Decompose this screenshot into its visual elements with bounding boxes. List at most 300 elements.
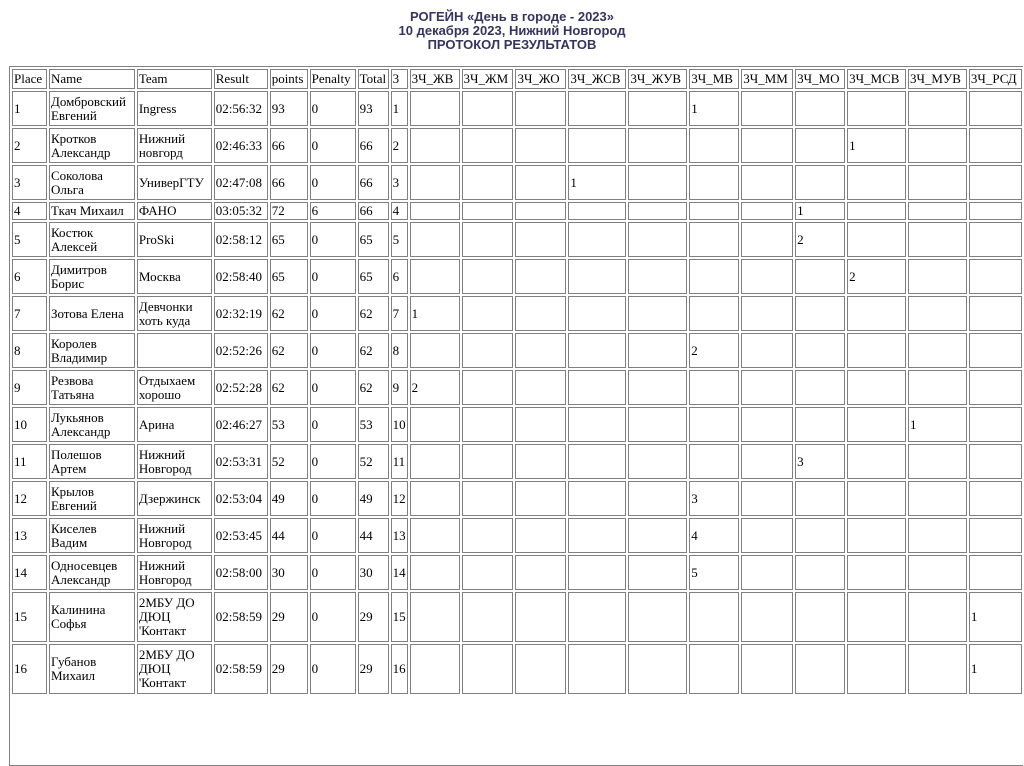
cell-place: 12	[12, 481, 47, 516]
cell-team: Нижний Новгород	[137, 518, 212, 553]
cell-zh-msv	[847, 444, 906, 479]
cell-zh-zhm	[462, 259, 514, 294]
col-header-zh-msv: 3Ч_МСВ	[847, 69, 906, 89]
cell-zh-mm	[741, 444, 793, 479]
cell-group-place: 14	[391, 555, 408, 590]
cell-zh-zhm	[462, 644, 514, 694]
table-row	[12, 333, 1022, 368]
cell-zh-muv	[908, 518, 967, 553]
cell-zh-zhm	[462, 407, 514, 442]
cell-zh-mo	[795, 91, 845, 126]
cell-result: 02:58:00	[214, 555, 268, 590]
table-row	[12, 444, 1022, 479]
table-row	[12, 259, 1022, 294]
cell-zh-mm	[741, 128, 793, 163]
cell-zh-zhsv	[568, 202, 626, 220]
cell-place: 7	[12, 296, 47, 331]
cell-total: 62	[358, 296, 389, 331]
cell-zh-muv	[908, 592, 967, 642]
cell-result: 02:53:45	[214, 518, 268, 553]
cell-result: 02:52:26	[214, 333, 268, 368]
cell-zh-zhuv	[628, 407, 687, 442]
cell-place: 2	[12, 128, 47, 163]
results-table	[10, 67, 1024, 696]
cell-zh-muv	[908, 165, 967, 200]
cell-total: 65	[358, 259, 389, 294]
cell-zh-zho	[515, 128, 566, 163]
cell-zh-mo	[795, 370, 845, 405]
table-row	[12, 202, 1022, 220]
cell-zh-zhuv	[628, 333, 687, 368]
cell-name: Домбровский Евгений	[49, 91, 135, 126]
cell-zh-mo	[795, 259, 845, 294]
cell-zh-zho	[515, 165, 566, 200]
cell-group-place: 7	[391, 296, 408, 331]
cell-zh-mo	[795, 481, 845, 516]
cell-place: 15	[12, 592, 47, 642]
cell-zh-zhv	[410, 407, 460, 442]
cell-zh-mv: 2	[689, 333, 739, 368]
cell-name: Односевцев Александр	[49, 555, 135, 590]
cell-zh-zho	[515, 444, 566, 479]
cell-result: 02:32:19	[214, 296, 268, 331]
cell-place: 4	[12, 202, 47, 220]
cell-points: 93	[270, 91, 308, 126]
cell-penalty: 0	[310, 128, 356, 163]
cell-team: Дзержинск	[137, 481, 212, 516]
cell-penalty: 0	[310, 222, 356, 257]
cell-zh-rsd	[969, 165, 1022, 200]
cell-zh-zhv	[410, 444, 460, 479]
cell-points: 29	[270, 592, 308, 642]
cell-name: Кротков Александр	[49, 128, 135, 163]
cell-name: Димитров Борис	[49, 259, 135, 294]
cell-zh-mm	[741, 592, 793, 642]
cell-total: 62	[358, 370, 389, 405]
cell-penalty: 0	[310, 259, 356, 294]
cell-zh-mv	[689, 407, 739, 442]
cell-result: 02:53:31	[214, 444, 268, 479]
cell-zh-mo	[795, 333, 845, 368]
cell-zh-muv	[908, 222, 967, 257]
cell-zh-zhsv	[568, 644, 626, 694]
table-row	[12, 555, 1022, 590]
cell-zh-msv	[847, 555, 906, 590]
table-row	[12, 91, 1022, 126]
cell-zh-zho	[515, 333, 566, 368]
cell-zh-zhsv	[568, 296, 626, 331]
cell-total: 44	[358, 518, 389, 553]
cell-penalty: 0	[310, 518, 356, 553]
cell-zh-zhv	[410, 165, 460, 200]
cell-zh-zhuv	[628, 222, 687, 257]
cell-name: Резвова Татьяна	[49, 370, 135, 405]
cell-group-place: 1	[391, 91, 408, 126]
cell-zh-msv	[847, 518, 906, 553]
table-row	[12, 407, 1022, 442]
cell-zh-mv: 5	[689, 555, 739, 590]
cell-group-place: 6	[391, 259, 408, 294]
col-header-zh-rsd: 3Ч_РСД	[969, 69, 1022, 89]
cell-points: 62	[270, 333, 308, 368]
cell-penalty: 0	[310, 333, 356, 368]
cell-zh-rsd	[969, 370, 1022, 405]
table-row	[12, 518, 1022, 553]
cell-zh-mv	[689, 296, 739, 331]
cell-zh-mo: 2	[795, 222, 845, 257]
cell-zh-mv	[689, 592, 739, 642]
cell-zh-msv	[847, 202, 906, 220]
event-title: РОГЕЙН «День в городе - 2023»	[409, 9, 614, 24]
cell-zh-mv	[689, 370, 739, 405]
cell-zh-msv	[847, 644, 906, 694]
cell-zh-mv: 1	[689, 91, 739, 126]
cell-points: 65	[270, 222, 308, 257]
col-header-place: Place	[12, 69, 47, 89]
cell-zh-zho	[515, 202, 566, 220]
cell-penalty: 0	[310, 644, 356, 694]
cell-penalty: 0	[310, 481, 356, 516]
cell-total: 65	[358, 222, 389, 257]
cell-zh-msv	[847, 222, 906, 257]
cell-team: Москва	[137, 259, 212, 294]
cell-zh-zhsv	[568, 128, 626, 163]
cell-place: 3	[12, 165, 47, 200]
cell-zh-zho	[515, 518, 566, 553]
cell-team: ФАНО	[137, 202, 212, 220]
cell-zh-zhv	[410, 555, 460, 590]
cell-zh-zhsv	[568, 592, 626, 642]
cell-zh-rsd	[969, 296, 1022, 331]
cell-zh-mm	[741, 91, 793, 126]
cell-zh-zhm	[462, 518, 514, 553]
cell-name: Ткач Михаил	[49, 202, 135, 220]
cell-group-place: 10	[391, 407, 408, 442]
cell-points: 44	[270, 518, 308, 553]
cell-zh-zho	[515, 644, 566, 694]
col-header-zh-muv: 3Ч_МУВ	[908, 69, 967, 89]
cell-points: 66	[270, 128, 308, 163]
cell-zh-zhsv	[568, 222, 626, 257]
cell-total: 62	[358, 333, 389, 368]
cell-zh-muv	[908, 91, 967, 126]
cell-place: 13	[12, 518, 47, 553]
cell-group-place: 13	[391, 518, 408, 553]
cell-zh-mo	[795, 518, 845, 553]
cell-zh-rsd	[969, 333, 1022, 368]
cell-zh-rsd	[969, 222, 1022, 257]
table-row	[12, 592, 1022, 642]
col-header-zh-zho: 3Ч_ЖО	[515, 69, 566, 89]
cell-place: 14	[12, 555, 47, 590]
cell-zh-muv	[908, 370, 967, 405]
cell-group-place: 9	[391, 370, 408, 405]
cell-name: Костюк Алексей	[49, 222, 135, 257]
protocol-title: ПРОТОКОЛ РЕЗУЛЬТАТОВ	[427, 37, 597, 52]
col-header-result: Result	[214, 69, 268, 89]
col-header-penalty: Penalty	[310, 69, 356, 89]
cell-group-place: 16	[391, 644, 408, 694]
cell-zh-zhv	[410, 481, 460, 516]
cell-team: Нижний Новгород	[137, 555, 212, 590]
cell-zh-mm	[741, 333, 793, 368]
cell-zh-mm	[741, 407, 793, 442]
cell-zh-zhm	[462, 370, 514, 405]
cell-zh-rsd	[969, 555, 1022, 590]
cell-points: 29	[270, 644, 308, 694]
cell-zh-msv	[847, 333, 906, 368]
cell-penalty: 6	[310, 202, 356, 220]
cell-zh-muv	[908, 481, 967, 516]
cell-zh-zho	[515, 296, 566, 331]
cell-name: Королев Владимир	[49, 333, 135, 368]
event-date-location: 10 декабря 2023, Нижний Новгород	[398, 23, 626, 38]
cell-zh-mv	[689, 644, 739, 694]
cell-zh-zho	[515, 555, 566, 590]
cell-zh-zhv	[410, 222, 460, 257]
cell-points: 72	[270, 202, 308, 220]
cell-zh-zhsv: 1	[568, 165, 626, 200]
cell-zh-mv: 3	[689, 481, 739, 516]
cell-zh-zho	[515, 91, 566, 126]
cell-zh-zhsv	[568, 481, 626, 516]
cell-zh-zhm	[462, 592, 514, 642]
cell-zh-zhv	[410, 202, 460, 220]
cell-zh-muv	[908, 202, 967, 220]
col-header-name: Name	[49, 69, 135, 89]
cell-team: Нижний новгорд	[137, 128, 212, 163]
cell-zh-rsd	[969, 202, 1022, 220]
cell-team: Нижний Новгород	[137, 444, 212, 479]
cell-penalty: 0	[310, 592, 356, 642]
cell-zh-zhuv	[628, 202, 687, 220]
table-row	[12, 296, 1022, 331]
cell-place: 9	[12, 370, 47, 405]
cell-zh-zhv	[410, 259, 460, 294]
cell-zh-zhm	[462, 202, 514, 220]
cell-zh-zhv: 1	[410, 296, 460, 331]
cell-zh-mm	[741, 370, 793, 405]
cell-zh-zhv: 2	[410, 370, 460, 405]
cell-zh-mo	[795, 592, 845, 642]
cell-result: 02:52:28	[214, 370, 268, 405]
cell-team: УниверГТУ	[137, 165, 212, 200]
cell-result: 02:53:04	[214, 481, 268, 516]
cell-points: 62	[270, 296, 308, 331]
cell-zh-mv	[689, 165, 739, 200]
cell-place: 8	[12, 333, 47, 368]
cell-penalty: 0	[310, 407, 356, 442]
cell-zh-muv	[908, 444, 967, 479]
cell-zh-msv	[847, 481, 906, 516]
cell-zh-zhsv	[568, 259, 626, 294]
cell-total: 52	[358, 444, 389, 479]
cell-total: 66	[358, 128, 389, 163]
cell-points: 49	[270, 481, 308, 516]
col-header-zh-zhsv: 3Ч_ЖСВ	[568, 69, 626, 89]
cell-zh-mv	[689, 202, 739, 220]
cell-zh-zhuv	[628, 91, 687, 126]
cell-zh-zhsv	[568, 555, 626, 590]
cell-name: Лукьянов Александр	[49, 407, 135, 442]
cell-zh-zhsv	[568, 407, 626, 442]
cell-name: Полешов Артем	[49, 444, 135, 479]
cell-group-place: 3	[391, 165, 408, 200]
cell-zh-mm	[741, 518, 793, 553]
cell-zh-rsd	[969, 518, 1022, 553]
cell-name: Киселев Вадим	[49, 518, 135, 553]
cell-zh-mv	[689, 222, 739, 257]
cell-zh-mo	[795, 555, 845, 590]
cell-place: 1	[12, 91, 47, 126]
cell-name: Крылов Евгений	[49, 481, 135, 516]
cell-group-place: 8	[391, 333, 408, 368]
cell-group-place: 11	[391, 444, 408, 479]
cell-result: 02:56:32	[214, 91, 268, 126]
cell-place: 11	[12, 444, 47, 479]
cell-zh-zhsv	[568, 370, 626, 405]
cell-zh-rsd	[969, 259, 1022, 294]
cell-team: ProSki	[137, 222, 212, 257]
col-header-zh-mv: 3Ч_МВ	[689, 69, 739, 89]
cell-zh-zhuv	[628, 444, 687, 479]
cell-result: 02:58:40	[214, 259, 268, 294]
cell-zh-mm	[741, 644, 793, 694]
cell-zh-rsd	[969, 128, 1022, 163]
cell-zh-zho	[515, 259, 566, 294]
col-header-zh-mm: 3Ч_ММ	[741, 69, 793, 89]
table-row	[12, 128, 1022, 163]
cell-total: 29	[358, 644, 389, 694]
cell-total: 29	[358, 592, 389, 642]
cell-zh-rsd: 1	[969, 644, 1022, 694]
cell-name: Соколова Ольга	[49, 165, 135, 200]
cell-zh-zho	[515, 222, 566, 257]
cell-group-place: 4	[391, 202, 408, 220]
cell-zh-msv	[847, 91, 906, 126]
cell-zh-mm	[741, 202, 793, 220]
cell-zh-zhuv	[628, 296, 687, 331]
cell-zh-muv	[908, 128, 967, 163]
cell-points: 30	[270, 555, 308, 590]
cell-zh-rsd	[969, 481, 1022, 516]
cell-result: 03:05:32	[214, 202, 268, 220]
cell-zh-mo	[795, 296, 845, 331]
table-row	[12, 644, 1022, 694]
cell-team	[137, 333, 212, 368]
cell-group-place: 15	[391, 592, 408, 642]
cell-zh-zhv	[410, 592, 460, 642]
cell-zh-zhv	[410, 644, 460, 694]
cell-place: 16	[12, 644, 47, 694]
cell-result: 02:58:12	[214, 222, 268, 257]
cell-zh-msv	[847, 296, 906, 331]
cell-zh-mm	[741, 296, 793, 331]
cell-zh-rsd	[969, 91, 1022, 126]
col-header-zh-zhm: 3Ч_ЖМ	[462, 69, 514, 89]
col-header-points: points	[270, 69, 308, 89]
cell-result: 02:58:59	[214, 592, 268, 642]
cell-zh-muv: 1	[908, 407, 967, 442]
cell-total: 49	[358, 481, 389, 516]
cell-zh-zhm	[462, 165, 514, 200]
cell-zh-mm	[741, 165, 793, 200]
cell-zh-muv	[908, 259, 967, 294]
cell-zh-zho	[515, 407, 566, 442]
cell-zh-zhuv	[628, 644, 687, 694]
cell-zh-mm	[741, 555, 793, 590]
cell-zh-muv	[908, 296, 967, 331]
cell-zh-zhsv	[568, 444, 626, 479]
cell-zh-mm	[741, 222, 793, 257]
cell-team: Девчонки хоть куда	[137, 296, 212, 331]
table-row	[12, 222, 1022, 257]
cell-zh-zhv	[410, 91, 460, 126]
cell-zh-zhsv	[568, 91, 626, 126]
cell-zh-mo	[795, 165, 845, 200]
cell-result: 02:47:08	[214, 165, 268, 200]
cell-points: 53	[270, 407, 308, 442]
cell-zh-zhm	[462, 128, 514, 163]
cell-zh-mm	[741, 259, 793, 294]
cell-zh-mo: 1	[795, 202, 845, 220]
cell-penalty: 0	[310, 91, 356, 126]
cell-place: 5	[12, 222, 47, 257]
cell-zh-mv: 4	[689, 518, 739, 553]
cell-zh-muv	[908, 555, 967, 590]
cell-group-place: 12	[391, 481, 408, 516]
cell-zh-zhuv	[628, 370, 687, 405]
cell-place: 6	[12, 259, 47, 294]
cell-penalty: 0	[310, 555, 356, 590]
cell-team: 2МБУ ДО ДЮЦ 'Контакт	[137, 644, 212, 694]
table-row	[12, 370, 1022, 405]
table-row	[12, 165, 1022, 200]
cell-group-place: 5	[391, 222, 408, 257]
cell-zh-msv: 1	[847, 128, 906, 163]
cell-zh-zhm	[462, 222, 514, 257]
cell-zh-rsd	[969, 444, 1022, 479]
col-header-zh-zhv: 3Ч_ЖВ	[410, 69, 460, 89]
cell-team: Отдыхаем хорошо	[137, 370, 212, 405]
cell-total: 93	[358, 91, 389, 126]
cell-points: 62	[270, 370, 308, 405]
cell-zh-zhv	[410, 333, 460, 368]
cell-place: 10	[12, 407, 47, 442]
cell-zh-rsd	[969, 407, 1022, 442]
cell-zh-msv	[847, 407, 906, 442]
cell-zh-msv: 2	[847, 259, 906, 294]
cell-zh-zhm	[462, 555, 514, 590]
cell-zh-zhm	[462, 91, 514, 126]
cell-zh-zhm	[462, 296, 514, 331]
cell-total: 66	[358, 202, 389, 220]
cell-result: 02:58:59	[214, 644, 268, 694]
cell-zh-zhv	[410, 518, 460, 553]
cell-penalty: 0	[310, 444, 356, 479]
cell-zh-zhsv	[568, 518, 626, 553]
cell-result: 02:46:33	[214, 128, 268, 163]
cell-zh-zho	[515, 481, 566, 516]
cell-penalty: 0	[310, 370, 356, 405]
cell-name: Зотова Елена	[49, 296, 135, 331]
cell-zh-mv	[689, 444, 739, 479]
cell-zh-zhv	[410, 128, 460, 163]
cell-zh-muv	[908, 333, 967, 368]
cell-zh-zhm	[462, 444, 514, 479]
cell-zh-mo	[795, 128, 845, 163]
cell-zh-zho	[515, 592, 566, 642]
